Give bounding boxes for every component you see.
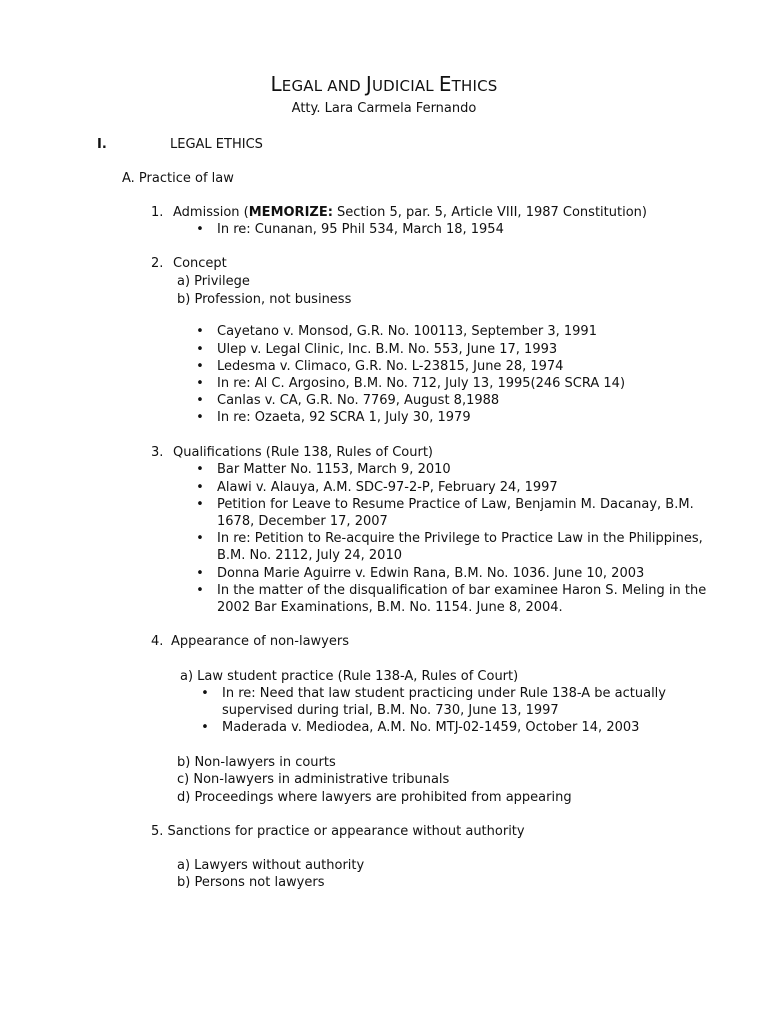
sub-item: d) Proceedings where lawyers are prohibited from appearing bbox=[177, 790, 572, 805]
bullet-glyph: • bbox=[196, 342, 204, 357]
list-item: In re: Need that law student practicing under Rule 138-A be actually bbox=[222, 686, 666, 701]
sub-item: b) Profession, not business bbox=[177, 292, 352, 307]
list-item: Petition for Leave to Resume Practice of Law, Benjamin M. Dacanay, B.M. bbox=[217, 497, 694, 512]
bullet-glyph: • bbox=[201, 720, 209, 735]
author-line: Atty. Lara Carmela Fernando bbox=[291, 101, 477, 116]
sub-item: a) Law student practice (Rule 138-A, Rules of Court) bbox=[180, 669, 519, 684]
bullet-glyph: • bbox=[196, 480, 204, 495]
item-number: 3. bbox=[151, 445, 164, 460]
section-heading: LEGAL ETHICS bbox=[170, 137, 263, 152]
section-numeral: I. bbox=[97, 137, 107, 152]
list-item: Donna Marie Aguirre v. Edwin Rana, B.M. No. 1036. June 10, 2003 bbox=[217, 566, 645, 581]
bullet-glyph: • bbox=[196, 497, 204, 512]
list-item: Canlas v. CA, G.R. No. 7769, August 8,1988 bbox=[217, 393, 500, 408]
bullet-glyph: • bbox=[196, 393, 204, 408]
bullet-glyph: • bbox=[201, 686, 209, 701]
subsection-a: A. Practice of law bbox=[122, 171, 234, 186]
list-item-continuation: 2002 Bar Examinations, B.M. No. 1154. June 8, 2004. bbox=[217, 600, 563, 615]
list-item: Bar Matter No. 1153, March 9, 2010 bbox=[217, 462, 451, 477]
bullet-glyph: • bbox=[196, 531, 204, 546]
sub-item: b) Non-lawyers in courts bbox=[177, 755, 336, 770]
list-item-continuation: 1678, December 17, 2007 bbox=[217, 514, 388, 529]
item-non-lawyers: Appearance of non-lawyers bbox=[171, 634, 349, 649]
list-item-continuation: B.M. No. 2112, July 24, 2010 bbox=[217, 548, 402, 563]
list-item: In re: Al C. Argosino, B.M. No. 712, July 13, 1995(246 SCRA 14) bbox=[217, 376, 626, 391]
bullet-glyph: • bbox=[196, 376, 204, 391]
item-number: 1. bbox=[151, 205, 164, 220]
list-item: In the matter of the disqualification of bar examinee Haron S. Meling in the bbox=[217, 583, 707, 598]
bullet-glyph: • bbox=[196, 324, 204, 339]
bullet-glyph: • bbox=[196, 222, 204, 237]
list-item: Ulep v. Legal Clinic, Inc. B.M. No. 553, June 17, 1993 bbox=[217, 342, 558, 357]
bullet-glyph: • bbox=[196, 462, 204, 477]
sub-item: a) Privilege bbox=[177, 274, 250, 289]
bullet-glyph: • bbox=[196, 359, 204, 374]
bullet-glyph: • bbox=[196, 410, 204, 425]
list-item: In re: Petition to Re-acquire the Privilege to Practice Law in the Philippines, bbox=[217, 531, 703, 546]
bullet-glyph: • bbox=[196, 566, 204, 581]
sub-item: c) Non-lawyers in administrative tribunals bbox=[177, 772, 450, 787]
item-admission: Admission (MEMORIZE: Section 5, par. 5, Article VIII, 1987 Constitution) bbox=[173, 205, 647, 220]
list-item: Ledesma v. Climaco, G.R. No. L-23815, June 28, 1974 bbox=[217, 359, 564, 374]
item-sanctions: 5. Sanctions for practice or appearance without authority bbox=[151, 824, 525, 839]
item-number: 4. bbox=[151, 634, 164, 649]
list-item-continuation: supervised during trial, B.M. No. 730, June 13, 1997 bbox=[222, 703, 559, 718]
item-number: 2. bbox=[151, 256, 164, 271]
memorize-label: MEMORIZE: bbox=[248, 205, 333, 220]
document-title: LEGAL AND JUDICIAL ETHICS bbox=[270, 72, 498, 96]
list-item: Cayetano v. Monsod, G.R. No. 100113, September 3, 1991 bbox=[217, 324, 597, 339]
bullet-glyph: • bbox=[196, 583, 204, 598]
list-item: In re: Cunanan, 95 Phil 534, March 18, 1954 bbox=[217, 222, 504, 237]
list-item: Alawi v. Alauya, A.M. SDC-97-2-P, February 24, 1997 bbox=[217, 480, 558, 495]
list-item: In re: Ozaeta, 92 SCRA 1, July 30, 1979 bbox=[217, 410, 471, 425]
sub-item: a) Lawyers without authority bbox=[177, 858, 365, 873]
item-qualifications: Qualifications (Rule 138, Rules of Court) bbox=[173, 445, 433, 460]
item-concept: Concept bbox=[173, 256, 227, 271]
list-item: Maderada v. Mediodea, A.M. No. MTJ-02-1459, October 14, 2003 bbox=[222, 720, 640, 735]
sub-item: b) Persons not lawyers bbox=[177, 875, 325, 890]
